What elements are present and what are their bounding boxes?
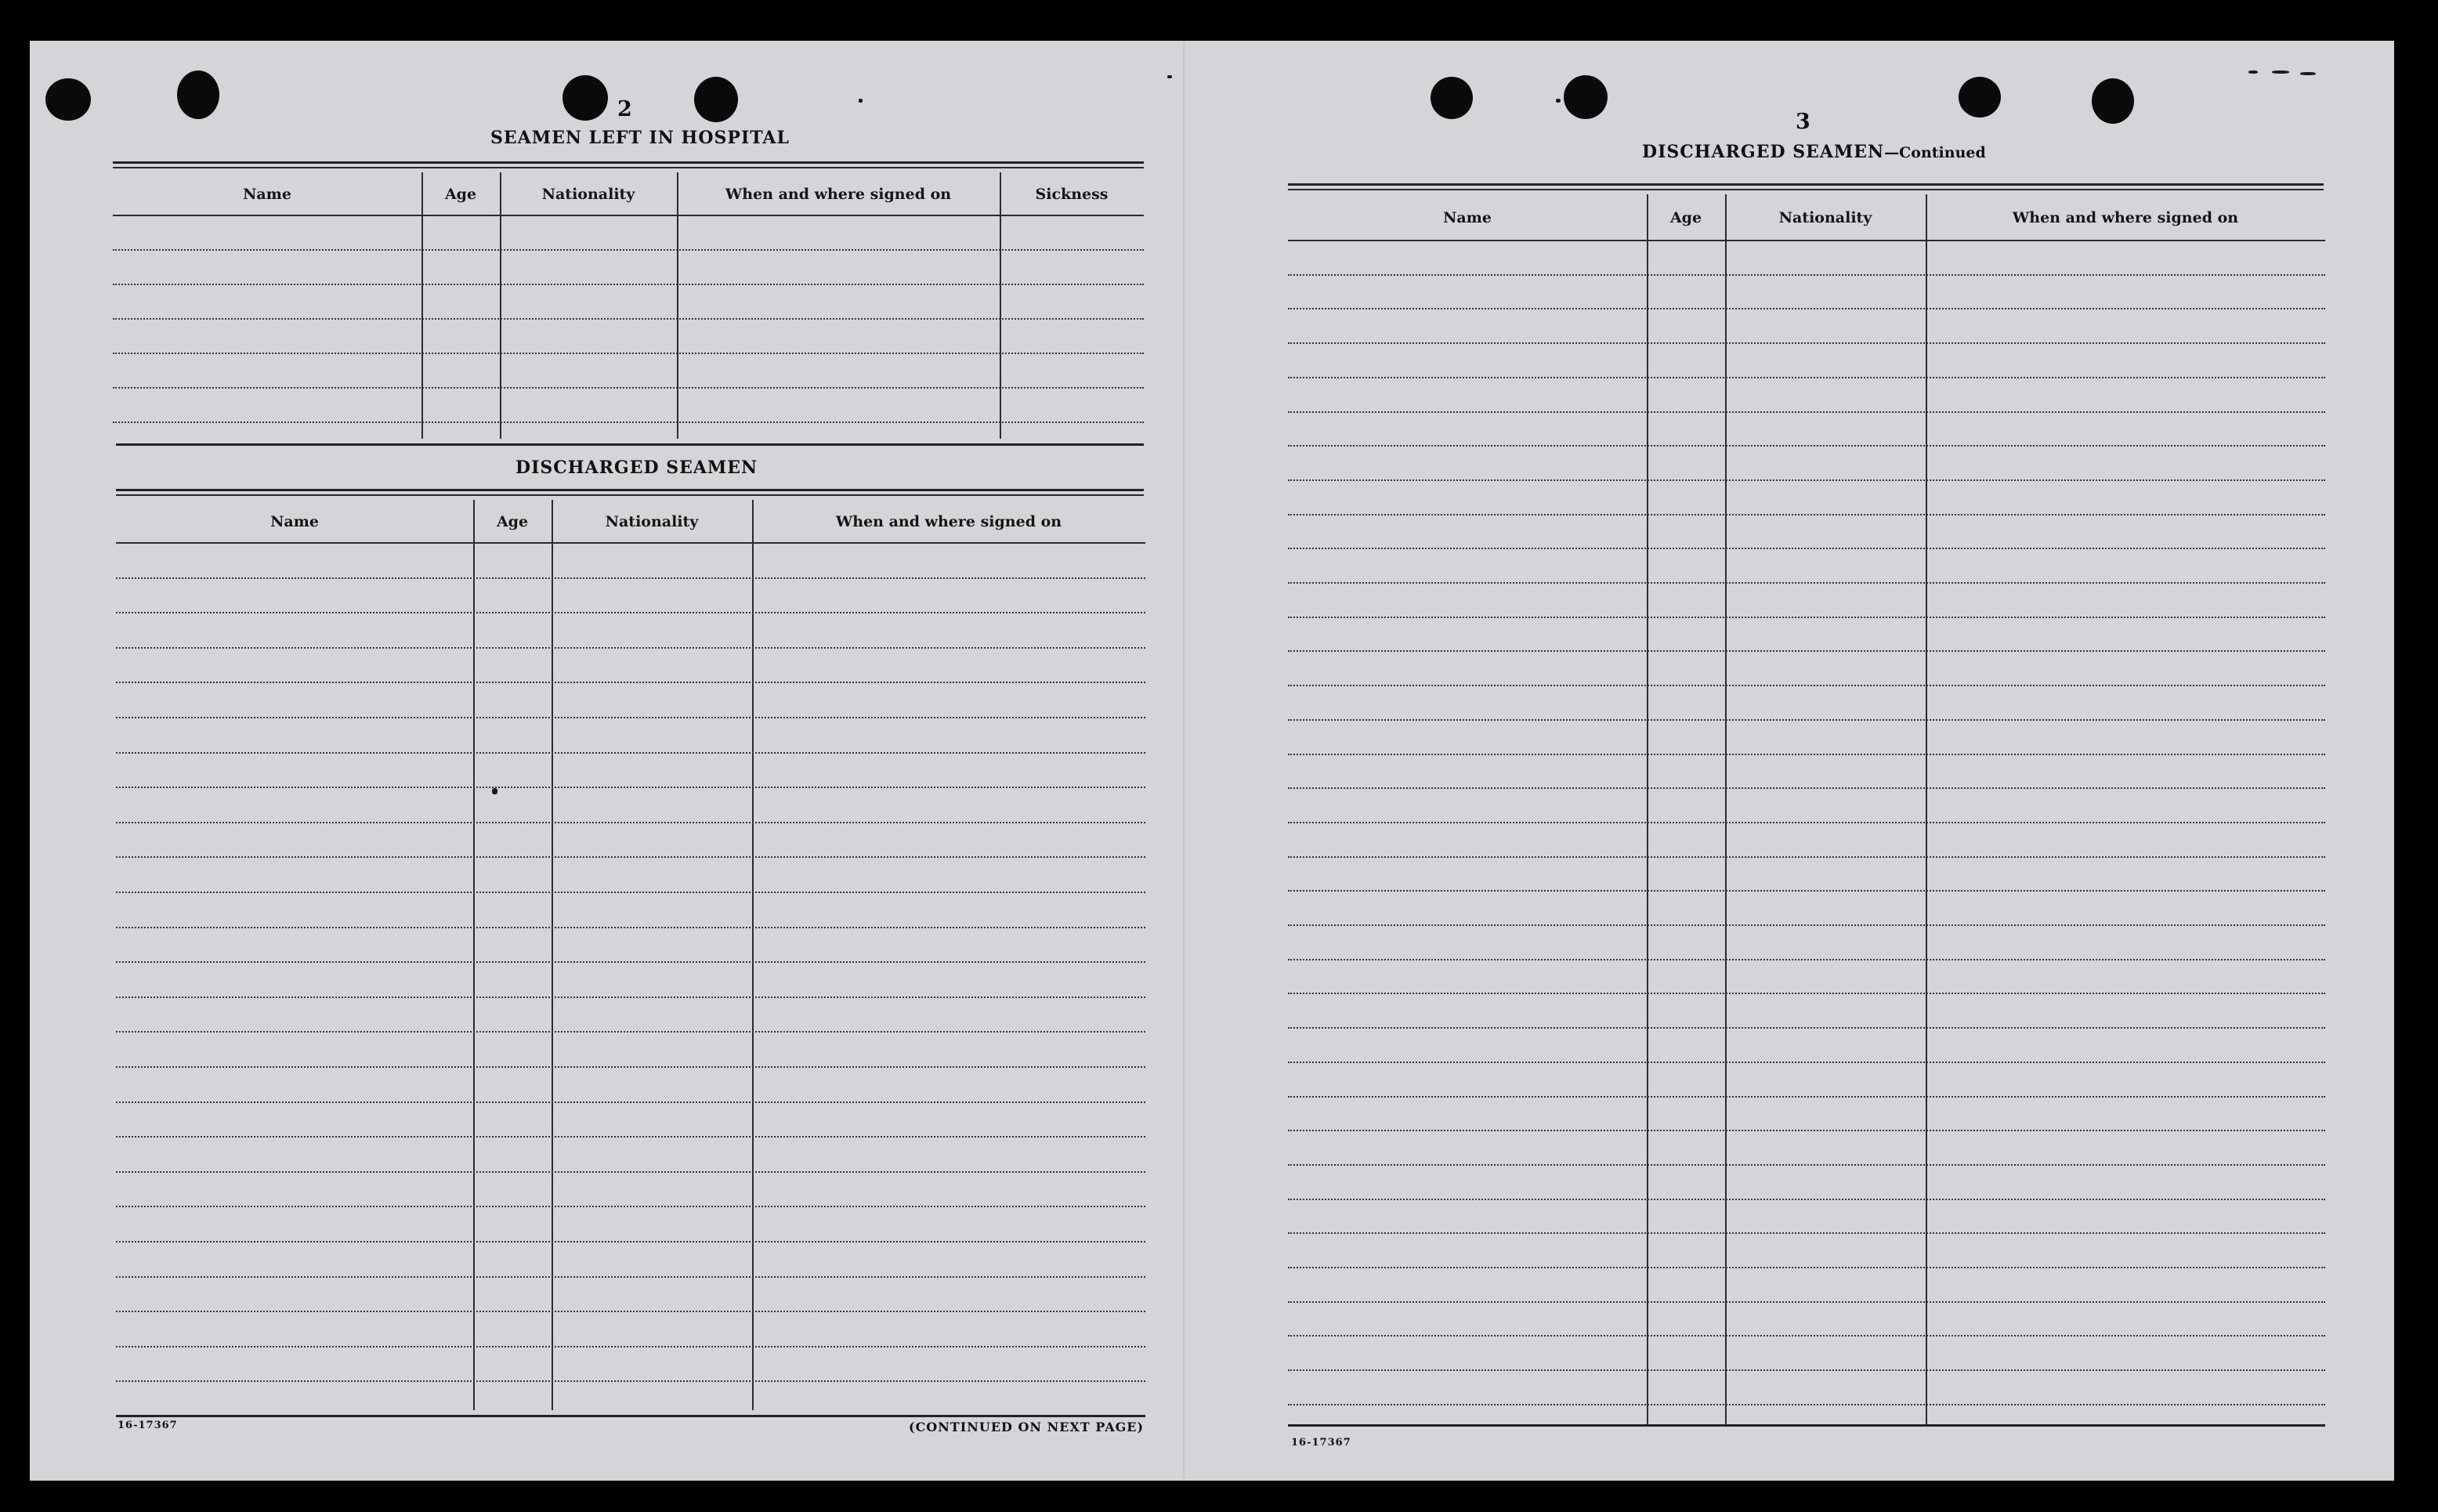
column-divider (1647, 194, 1648, 1426)
table-row (116, 856, 1145, 858)
punch-hole (2092, 78, 2134, 124)
discharged-bottom-rule (116, 1415, 1145, 1417)
table-row (116, 1206, 1145, 1207)
table-row (116, 1380, 1145, 1382)
table-row (1288, 856, 2325, 858)
discharged-continued-title (1642, 142, 1986, 162)
table-row (113, 249, 1144, 251)
column-header-name: Name (1443, 209, 1492, 226)
continued-top-rule-2 (1288, 189, 2324, 190)
column-header-when-and-where-signed-on: When and where signed on (725, 186, 952, 203)
table-row (116, 1311, 1145, 1312)
table-row (1288, 1199, 2325, 1200)
table-row (1288, 1164, 2325, 1166)
table-row (1288, 719, 2325, 721)
table-row (1288, 959, 2325, 960)
discharged-table (116, 500, 1145, 1410)
table-row (113, 353, 1144, 354)
column-divider (421, 172, 423, 439)
continued-top-rule (1288, 183, 2324, 186)
table-row (1288, 1027, 2325, 1029)
table-row (116, 612, 1145, 613)
discharged-continued-table (1288, 194, 2325, 1426)
column-header-nationality: Nationality (541, 186, 635, 203)
punch-hole (694, 77, 738, 122)
table-row (1288, 787, 2325, 789)
speck (859, 99, 863, 103)
table-row (1288, 1335, 2325, 1337)
table-row (1288, 890, 2325, 892)
table-row (1288, 1301, 2325, 1303)
column-header-when-and-where-signed-on: When and where signed on (835, 513, 1062, 530)
table-row (116, 822, 1145, 823)
form-code-right: 16-17367 (1291, 1437, 1351, 1449)
continued-note: (CONTINUED ON NEXT PAGE) (909, 1420, 1145, 1434)
table-row (116, 647, 1145, 649)
column-divider (473, 500, 475, 1410)
table-row (116, 682, 1145, 683)
column-header-age: Age (496, 513, 529, 530)
discharged-top-rule (116, 489, 1144, 491)
table-row (1288, 1130, 2325, 1131)
discharged-section-title: DISCHARGED SEAMEN (515, 458, 758, 478)
column-header-name: Name (243, 186, 291, 203)
column-header-name: Name (270, 513, 319, 530)
table-row (113, 421, 1144, 423)
table-row (116, 577, 1145, 579)
table-row (116, 1241, 1145, 1243)
table-row (1288, 411, 2325, 413)
hospital-top-rule (113, 161, 1144, 164)
column-divider (1725, 194, 1727, 1426)
punch-hole (177, 71, 219, 119)
table-row (1288, 617, 2325, 618)
table-row (1288, 1369, 2325, 1371)
column-divider (677, 172, 678, 439)
table-row (116, 717, 1145, 718)
table-row (113, 387, 1144, 389)
continued-bottom-rule (1288, 1424, 2325, 1427)
punch-hole (1431, 77, 1473, 119)
header-underline (1288, 240, 2325, 241)
column-header-age: Age (444, 186, 477, 203)
table-row (1288, 754, 2325, 755)
table-row (1288, 548, 2325, 549)
table-row (1288, 822, 2325, 823)
hospital-section-title: SEAMEN LEFT IN HOSPITAL (490, 128, 790, 148)
header-underline (116, 542, 1145, 544)
continued-suffix: —Continued (1884, 144, 1986, 161)
table-row (116, 1066, 1145, 1068)
table-row (1288, 1232, 2325, 1234)
speck (2300, 72, 2316, 75)
page-number-right: 3 (1796, 110, 1810, 134)
punch-hole (1959, 77, 2001, 118)
discharged-continued-title-text: DISCHARGED SEAMEN (1642, 142, 1885, 162)
table-row (116, 1171, 1145, 1173)
table-row (1288, 445, 2325, 447)
table-row (1288, 1404, 2325, 1405)
table-row (116, 1276, 1145, 1278)
header-underline (113, 215, 1144, 216)
table-row (1288, 274, 2325, 276)
column-header-when-and-where-signed-on: When and where signed on (2012, 209, 2239, 226)
speck (1556, 99, 1561, 103)
column-header-nationality: Nationality (1778, 209, 1872, 226)
column-divider (552, 500, 553, 1410)
column-header-age: Age (1669, 209, 1702, 226)
center-fold (1183, 41, 1185, 1481)
speck (1167, 75, 1172, 78)
table-row (1288, 514, 2325, 515)
table-row (116, 1346, 1145, 1347)
table-row (1288, 342, 2325, 344)
table-row (113, 284, 1144, 285)
table-row (116, 892, 1145, 893)
table-row (1288, 377, 2325, 378)
discharged-top-rule-2 (116, 494, 1144, 496)
table-row (116, 997, 1145, 998)
table-row (1288, 924, 2325, 926)
punch-hole (1564, 75, 1608, 119)
hospital-bottom-rule (116, 443, 1144, 446)
table-row (116, 1101, 1145, 1103)
column-header-nationality: Nationality (605, 513, 699, 530)
speck (2248, 71, 2258, 74)
table-row (1288, 582, 2325, 584)
speck (2272, 71, 2289, 74)
table-row (113, 318, 1144, 320)
table-row (116, 1031, 1145, 1033)
table-row (116, 1136, 1145, 1138)
punch-hole (562, 75, 608, 121)
punch-hole (45, 78, 91, 121)
table-row (116, 787, 1145, 788)
table-row (1288, 479, 2325, 481)
table-row (116, 961, 1145, 963)
page-number-left: 2 (617, 97, 632, 121)
column-divider (1926, 194, 1927, 1426)
table-row (1288, 993, 2325, 994)
table-row (1288, 685, 2325, 686)
table-row (1288, 308, 2325, 309)
table-row (1288, 1267, 2325, 1268)
column-divider (500, 172, 501, 439)
form-code-left: 16-17367 (118, 1420, 178, 1431)
table-row (1288, 1062, 2325, 1063)
column-divider (752, 500, 754, 1410)
hospital-top-rule-2 (113, 167, 1144, 168)
table-row (1288, 650, 2325, 652)
column-divider (1000, 172, 1001, 439)
hospital-table (113, 172, 1144, 439)
table-row (1288, 1096, 2325, 1098)
column-header-sickness: Sickness (1035, 186, 1109, 203)
table-row (116, 927, 1145, 928)
table-row (116, 752, 1145, 754)
